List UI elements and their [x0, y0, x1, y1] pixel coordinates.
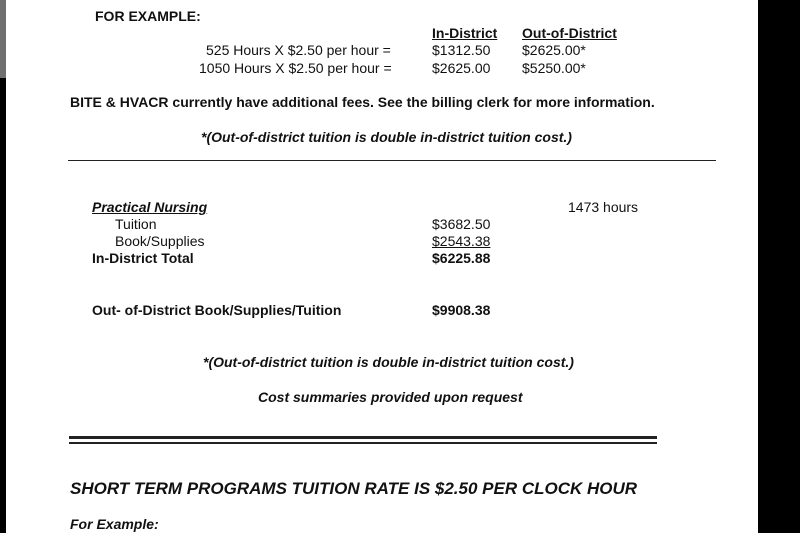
books-supplies-label: Book/Supplies — [115, 233, 205, 249]
section-divider — [68, 160, 716, 161]
cost-summaries-note: Cost summaries provided upon request — [258, 389, 523, 405]
col-header-out-of-district: Out-of-District — [522, 25, 617, 41]
double-rule-bottom — [69, 442, 657, 444]
out-of-district-total-label: Out- of-District Book/Supplies/Tuition — [92, 302, 342, 318]
out-of-district-total-value: $9908.38 — [432, 302, 491, 318]
rate-row-1-in-district: $1312.50 — [432, 42, 491, 58]
document-page — [6, 0, 758, 533]
books-supplies-value: $2543.38 — [432, 233, 491, 249]
for-example-subheading: For Example: — [70, 516, 159, 532]
rate-row-2-in-district: $2625.00 — [432, 60, 491, 76]
double-tuition-note-2: *(Out-of-district tuition is double in-district tuition cost.) — [203, 354, 574, 370]
rate-row-1-label: 525 Hours X $2.50 per hour = — [206, 42, 391, 58]
double-tuition-note-1: *(Out-of-district tuition is double in-district tuition cost.) — [201, 129, 572, 145]
rate-row-2-label: 1050 Hours X $2.50 per hour = — [199, 60, 392, 76]
tuition-label: Tuition — [115, 216, 157, 232]
double-rule-top — [69, 436, 657, 439]
tuition-value: $3682.50 — [432, 216, 491, 232]
for-example-heading: FOR EXAMPLE: — [95, 8, 201, 24]
additional-fees-note: BITE & HVACR currently have additional fees. See the billing clerk for more information. — [70, 94, 655, 110]
practical-nursing-title: Practical Nursing — [92, 199, 208, 215]
col-header-in-district: In-District — [432, 25, 498, 41]
in-district-total-label: In-District Total — [92, 250, 194, 266]
in-district-total-value: $6225.88 — [432, 250, 491, 266]
short-term-heading: SHORT TERM PROGRAMS TUITION RATE IS $2.50 PER CLOCK HOUR — [70, 479, 638, 498]
rate-row-2-out-of-district: $5250.00* — [522, 60, 586, 76]
practical-nursing-hours: 1473 hours — [568, 199, 639, 215]
rate-row-1-out-of-district: $2625.00* — [522, 42, 586, 58]
